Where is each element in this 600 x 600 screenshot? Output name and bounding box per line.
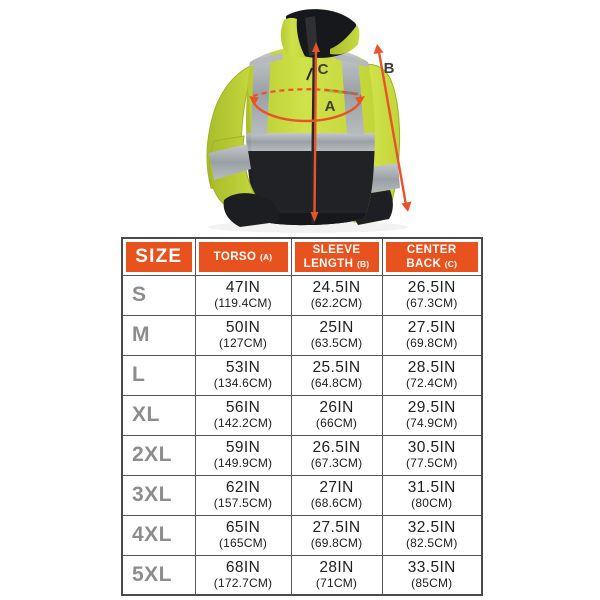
column-header-sub: (A)	[259, 251, 273, 262]
column-header-sub: (B)	[356, 258, 370, 269]
value-centimeters: (142.2CM)	[213, 416, 273, 431]
measurement-label-b: B	[383, 60, 395, 77]
torso-cell	[195, 435, 291, 475]
torso-cell	[195, 315, 291, 355]
table-row-m	[122, 315, 482, 355]
size-label: XL	[122, 395, 195, 435]
value-inches: 26IN	[319, 398, 354, 416]
value-inches: 65IN	[225, 518, 261, 536]
center-back-cell	[382, 395, 482, 435]
value-inches: 25.5IN	[312, 358, 361, 376]
table-row-2xl	[122, 435, 482, 475]
value-centimeters: (67.3CM)	[405, 296, 458, 311]
value-inches: 27IN	[319, 478, 354, 496]
value-centimeters: (80CM)	[411, 496, 453, 511]
value-centimeters: (69.8CM)	[405, 336, 458, 351]
value-inches: 26.5IN	[407, 278, 456, 296]
value-centimeters: (149.9CM)	[213, 456, 273, 471]
torso-cell	[195, 555, 291, 595]
size-label: M	[122, 315, 195, 355]
jacket-illustration	[0, 0, 600, 238]
value-centimeters: (157.5CM)	[213, 496, 273, 511]
header-row	[122, 238, 482, 275]
column-header-sleeve-length: SLEEVE LENGTH (B)	[291, 238, 382, 275]
value-centimeters: (66CM)	[315, 416, 358, 431]
value-centimeters: (63.5CM)	[310, 336, 363, 351]
value-inches: 28.5IN	[407, 358, 456, 376]
arrowhead-b-top	[374, 44, 384, 54]
size-label: 3XL	[122, 475, 195, 515]
value-inches: 59IN	[225, 438, 261, 456]
size-table-header	[122, 238, 482, 275]
value-centimeters: (165CM)	[218, 536, 268, 551]
center-back-cell	[382, 515, 482, 555]
sleeve-length-cell	[291, 555, 382, 595]
center-back-cell	[382, 315, 482, 355]
column-header-center-back: CENTER BACK (C)	[382, 238, 482, 275]
size-label: 2XL	[122, 435, 195, 475]
value-centimeters: (62.2CM)	[310, 296, 363, 311]
value-inches: 53IN	[225, 358, 261, 376]
value-centimeters: (82.5CM)	[405, 536, 458, 551]
value-centimeters: (77.5CM)	[405, 456, 458, 471]
size-label: S	[122, 275, 195, 315]
center-back-cell	[382, 475, 482, 515]
table-row-3xl	[122, 475, 482, 515]
sleeve-length-cell	[291, 395, 382, 435]
column-header-size: SIZE	[122, 238, 195, 275]
value-inches: 27.5IN	[407, 318, 456, 336]
sleeve-length-cell	[291, 275, 382, 315]
value-inches: 28IN	[319, 558, 354, 576]
size-label: 4XL	[122, 515, 195, 555]
sleeve-length-cell	[291, 315, 382, 355]
center-back-cell	[382, 355, 482, 395]
value-inches: 30.5IN	[407, 438, 456, 456]
table-row-xl	[122, 395, 482, 435]
sleeve-length-cell	[291, 515, 382, 555]
value-centimeters: (69.8CM)	[310, 536, 363, 551]
value-centimeters: (64.8CM)	[310, 376, 363, 391]
value-inches: 33.5IN	[407, 558, 456, 576]
value-inches: 24.5IN	[312, 278, 361, 296]
torso-cell	[195, 515, 291, 555]
value-centimeters: (74.9CM)	[405, 416, 458, 431]
value-inches: 50IN	[225, 318, 261, 336]
value-centimeters: (85CM)	[411, 576, 453, 591]
value-inches: 31.5IN	[407, 478, 456, 496]
arrowhead-b-bottom	[402, 202, 412, 213]
value-centimeters: (134.6CM)	[213, 376, 273, 391]
value-centimeters: (67.3CM)	[310, 456, 363, 471]
size-table	[121, 237, 483, 596]
sleeve-length-cell	[291, 355, 382, 395]
value-centimeters: (71CM)	[315, 576, 358, 591]
value-inches: 29.5IN	[407, 398, 456, 416]
value-centimeters: (68.6CM)	[310, 496, 363, 511]
value-centimeters: (127CM)	[218, 336, 268, 351]
measurement-label-a: A	[324, 98, 336, 115]
table-row-5xl	[122, 555, 482, 595]
center-back-cell	[382, 555, 482, 595]
jacket-collar	[281, 9, 360, 58]
sleeve-length-cell	[291, 435, 382, 475]
value-inches: 32.5IN	[407, 518, 456, 536]
size-label: 5XL	[122, 555, 195, 595]
column-header-sub: (C)	[444, 258, 458, 269]
torso-cell	[195, 395, 291, 435]
value-inches: 56IN	[225, 398, 261, 416]
measurement-label-c: C	[317, 61, 329, 78]
value-inches: 68IN	[225, 558, 261, 576]
jacket-figure	[0, 0, 600, 238]
measure-c-line	[315, 48, 317, 216]
value-inches: 27.5IN	[312, 518, 361, 536]
sleeve-length-cell	[291, 475, 382, 515]
value-centimeters: (172.7CM)	[213, 576, 273, 591]
value-inches: 26.5IN	[312, 438, 361, 456]
value-inches: 25IN	[319, 318, 354, 336]
center-back-cell	[382, 275, 482, 315]
value-inches: 47IN	[225, 278, 261, 296]
reflective-band-chest	[240, 133, 382, 151]
center-back-cell	[382, 435, 482, 475]
value-centimeters: (72.4CM)	[405, 376, 458, 391]
table-row-s	[122, 275, 482, 315]
size-label: L	[122, 355, 195, 395]
torso-cell	[195, 355, 291, 395]
size-table-body	[122, 275, 482, 595]
torso-cell	[195, 275, 291, 315]
table-row-4xl	[122, 515, 482, 555]
torso-cell	[195, 475, 291, 515]
column-header-torso: TORSO (A)	[195, 238, 291, 275]
value-inches: 62IN	[225, 478, 261, 496]
value-centimeters: (119.4CM)	[214, 296, 272, 311]
table-row-l	[122, 355, 482, 395]
